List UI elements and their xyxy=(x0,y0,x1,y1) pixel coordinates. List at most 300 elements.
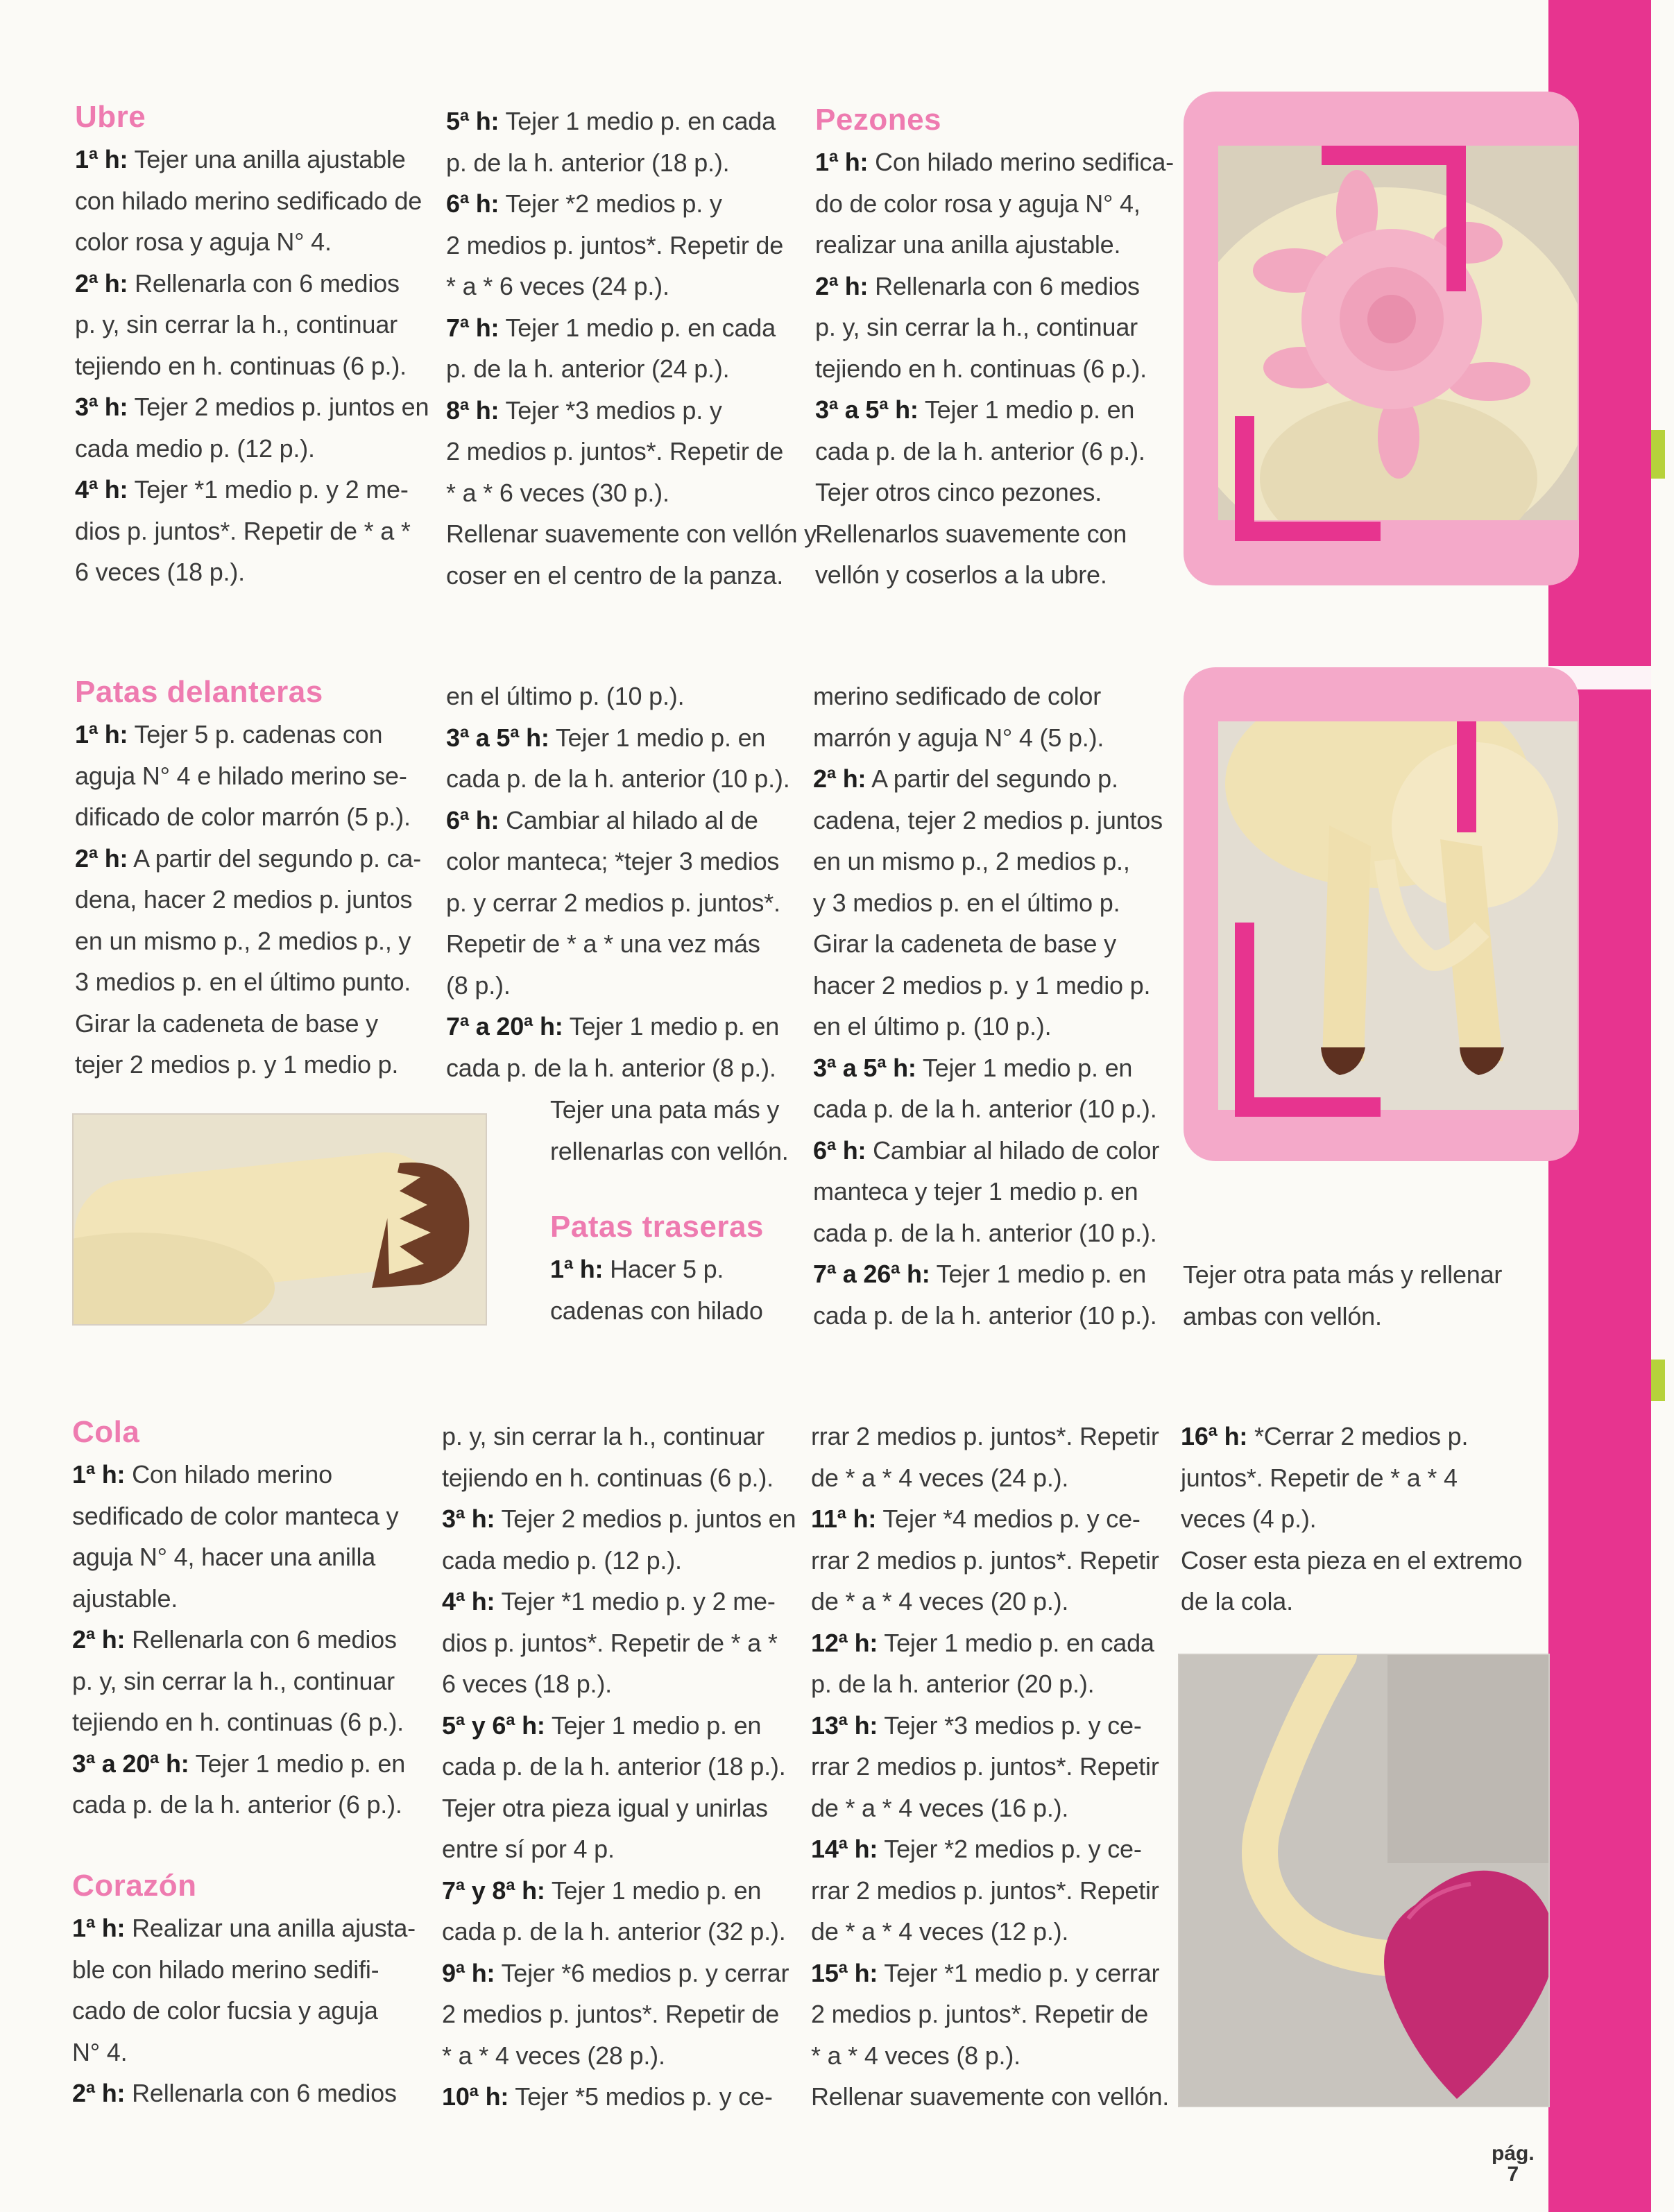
patas-delanteras-continued xyxy=(446,676,807,1088)
instruction-line xyxy=(811,1911,1172,1953)
instruction-text: Cambiar al hilado de color xyxy=(866,1135,1160,1165)
instruction-line xyxy=(446,225,793,266)
instruction-text: entre sí por 4 p. xyxy=(442,1835,615,1863)
instruction-text: Tejer una anilla ajustable xyxy=(128,145,406,173)
row-label: 2ª h: xyxy=(72,2079,126,2107)
udder-illustration xyxy=(1218,146,1578,520)
instruction-line xyxy=(550,1249,814,1290)
patas-delanteras-closing xyxy=(550,1089,814,1172)
corazon-continued-2 xyxy=(811,1416,1172,2118)
row-label: 1ª h: xyxy=(550,1255,604,1283)
instruction-text: Tejer otros cinco pezones. xyxy=(815,478,1102,506)
row-label: 5ª y 6ª h: xyxy=(442,1711,545,1740)
row-label: 3ª h: xyxy=(442,1504,495,1533)
row-label: 3ª a 5ª h: xyxy=(446,723,549,752)
row-label: 2ª h: xyxy=(75,843,128,873)
instruction-line xyxy=(1181,1457,1541,1499)
instruction-line xyxy=(446,676,807,717)
instruction-line xyxy=(72,1784,433,1826)
row-label: 8ª h: xyxy=(446,395,499,425)
instruction-line xyxy=(811,1457,1172,1499)
instruction-text: cada medio p. (12 p.). xyxy=(75,434,315,463)
instruction-text: cada p. de la h. anterior (6 p.). xyxy=(72,1790,402,1819)
front-leg-illustration xyxy=(74,1115,486,1324)
instruction-text: Rellenar suavemente con vellón. xyxy=(811,2082,1170,2111)
instruction-text: do de color rosa y aguja N° 4, xyxy=(815,189,1141,218)
instruction-text: tejiendo en h. continuas (6 p.). xyxy=(72,1708,404,1736)
instruction-text: Cambiar al hilado al de xyxy=(499,805,758,834)
instruction-line xyxy=(75,180,422,222)
instruction-text: dios p. juntos*. Repetir de * a * xyxy=(75,516,411,545)
instruction-text: cada p. de la h. anterior (32 p.). xyxy=(442,1917,786,1946)
instruction-text: Rellenar suavemente con vellón y xyxy=(446,520,817,548)
row-label: 16ª h: xyxy=(1181,1422,1248,1450)
instruction-line xyxy=(813,1295,1174,1337)
instruction-line xyxy=(446,1006,807,1047)
patas-traseras-heading: Patas traseras xyxy=(550,1210,764,1244)
instruction-text: Tejer 1 medio p. en cada xyxy=(878,1628,1154,1657)
instruction-line xyxy=(446,390,793,431)
row-label: 1ª h: xyxy=(72,1914,126,1942)
instruction-line xyxy=(813,1212,1174,1254)
row-label: 12ª h: xyxy=(811,1628,878,1657)
patas-traseras-closing xyxy=(1183,1254,1544,1337)
instruction-line xyxy=(815,142,1174,183)
row-label: 5ª h: xyxy=(446,107,499,135)
instruction-line xyxy=(813,1253,1174,1295)
instruction-line xyxy=(446,758,807,800)
instruction-line xyxy=(446,841,807,882)
instruction-text: Repetir de * a * una vez más xyxy=(446,929,760,958)
instruction-text: tejiendo en h. continuas (6 p.). xyxy=(75,351,407,380)
instruction-text: Tejer 5 p. cadenas con xyxy=(128,720,383,748)
instruction-line xyxy=(550,1290,814,1332)
instruction-text: Tejer *2 medios p. y xyxy=(499,189,722,218)
instruction-text: N° 4. xyxy=(72,2037,128,2066)
instruction-text: Tejer *6 medios p. y cerrar xyxy=(495,1958,789,1987)
corner-bracket xyxy=(1235,923,1254,1117)
instruction-line xyxy=(442,1828,803,1870)
instruction-text: aguja N° 4, hacer una anilla xyxy=(72,1543,376,1571)
instruction-text: Tejer 1 medio p. en xyxy=(918,395,1135,424)
instruction-line xyxy=(446,513,817,555)
instruction-text: cada p. de la h. anterior (18 p.). xyxy=(442,1752,786,1781)
instruction-text: en el último p. (10 p.). xyxy=(446,682,685,710)
instruction-line xyxy=(72,1495,433,1537)
pezones-instructions xyxy=(815,142,1174,596)
instruction-text: dificado de color marrón (5 p.). xyxy=(75,803,411,831)
row-label: 7ª a 20ª h: xyxy=(446,1012,563,1040)
row-label: 15ª h: xyxy=(811,1958,878,1987)
instruction-line xyxy=(75,1003,422,1045)
instruction-line xyxy=(75,345,422,387)
instruction-line xyxy=(72,1454,433,1495)
instruction-line xyxy=(442,2076,803,2118)
instruction-text: p. y, sin cerrar la h., continuar xyxy=(442,1422,765,1450)
instruction-text: Rellenarla con 6 medios xyxy=(868,271,1140,300)
instruction-line xyxy=(72,1619,433,1661)
instruction-line xyxy=(815,431,1162,472)
instruction-line xyxy=(446,183,793,225)
row-label: 4ª h: xyxy=(442,1587,495,1615)
instruction-line xyxy=(72,2073,433,2114)
patas-delanteras-heading: Patas delanteras xyxy=(75,675,323,709)
row-label: 2ª h: xyxy=(75,268,128,298)
instruction-text: vellón y coserlos a la ubre. xyxy=(815,560,1107,589)
pezones-section xyxy=(815,98,1174,596)
instruction-text: p. de la h. anterior (24 p.). xyxy=(446,354,730,383)
corazon-continued xyxy=(442,1416,803,2118)
instruction-line xyxy=(72,1743,433,1785)
ubre-instructions xyxy=(75,139,429,593)
instruction-line xyxy=(811,1994,1172,2035)
instruction-text: Rellenarla con 6 medios xyxy=(128,268,400,298)
instruction-line xyxy=(446,717,807,759)
instruction-text: A partir del segundo p. ca- xyxy=(128,843,422,873)
instruction-text: tejiendo en h. continuas (6 p.). xyxy=(815,354,1147,383)
instruction-text: cadena, tejer 2 medios p. juntos xyxy=(813,805,1163,834)
instruction-text: cada p. de la h. anterior (10 p.). xyxy=(446,764,790,793)
instruction-text: de * a * 4 veces (12 p.). xyxy=(811,1917,1069,1946)
instruction-text: 2 medios p. juntos*. Repetir de xyxy=(446,437,784,465)
instruction-text: cado de color fucsia y aguja xyxy=(72,1996,378,2025)
instruction-text: p. y cerrar 2 medios p. juntos*. xyxy=(446,888,780,917)
heart-tail-illustration xyxy=(1179,1655,1548,2106)
corazon-instructions xyxy=(72,1907,433,2114)
row-label: 3ª h: xyxy=(75,393,128,421)
instruction-line xyxy=(815,266,1162,307)
instruction-text: Tejer *1 medio p. y 2 me- xyxy=(128,475,409,504)
edge-tab xyxy=(1651,430,1665,479)
instruction-text: p. y, sin cerrar la h., continuar xyxy=(72,1666,395,1695)
instruction-line xyxy=(75,796,422,838)
instruction-line xyxy=(813,923,1174,965)
instruction-line xyxy=(72,1536,433,1578)
instruction-text: hacer 2 medios p. y 1 medio p. xyxy=(813,970,1151,1000)
row-label: 1ª h: xyxy=(75,720,128,748)
instruction-text: p. de la h. anterior (20 p.). xyxy=(811,1670,1095,1698)
instruction-text: sedificado de color manteca y xyxy=(72,1501,399,1530)
instruction-line xyxy=(811,1870,1172,1912)
ubre-continued xyxy=(446,101,817,596)
instruction-text: * a * 6 veces (30 p.). xyxy=(446,478,669,507)
page-label: pág. xyxy=(1492,2142,1535,2165)
udder-photo xyxy=(1218,146,1578,520)
instruction-text: Tejer *2 medios p. y ce- xyxy=(878,1835,1142,1863)
corazon-heading: Corazón xyxy=(72,1869,197,1903)
instruction-line xyxy=(811,1787,1172,1829)
instruction-line xyxy=(442,1457,803,1499)
instruction-text: en el último p. (10 p.). xyxy=(813,1012,1052,1040)
instruction-text: en un mismo p., 2 medios p., y xyxy=(75,926,411,955)
instruction-line xyxy=(446,1047,807,1089)
instruction-line xyxy=(75,1044,422,1086)
corazon-continued-3 xyxy=(1181,1416,1541,1622)
instruction-text: rellenarlas con vellón. xyxy=(550,1136,789,1165)
instruction-text: 2 medios p. juntos*. Repetir de xyxy=(442,2000,780,2028)
instruction-line xyxy=(75,428,422,470)
instruction-line xyxy=(446,266,793,307)
instruction-text: tejer 2 medios p. y 1 medio p. xyxy=(75,1050,399,1079)
patas-traseras-instructions xyxy=(550,1249,814,1331)
instruction-line xyxy=(811,1581,1172,1622)
row-label: 6ª h: xyxy=(813,1135,866,1165)
instruction-line xyxy=(446,307,793,349)
row-label: 11ª h: xyxy=(811,1504,877,1533)
instruction-line xyxy=(813,882,1174,924)
instruction-text: cadenas con hilado xyxy=(550,1296,763,1325)
instruction-line xyxy=(442,2035,803,2077)
pezones-heading: Pezones xyxy=(815,103,942,137)
instruction-text: Tejer 1 medio p. en xyxy=(916,1053,1133,1082)
instruction-line xyxy=(72,1990,433,2032)
row-label: 10ª h: xyxy=(442,2082,509,2111)
instruction-line xyxy=(446,431,793,472)
instruction-line xyxy=(446,965,807,1006)
instruction-text: p. y, sin cerrar la h., continuar xyxy=(815,313,1138,341)
instruction-line xyxy=(815,348,1162,390)
instruction-text: A partir del segundo p. xyxy=(866,764,1118,793)
row-label: 1ª h: xyxy=(72,1460,126,1489)
instruction-text: * a * 6 veces (24 p.). xyxy=(446,272,669,300)
instruction-text: Tejer 2 medios p. juntos en xyxy=(128,393,429,421)
instruction-line xyxy=(442,1705,803,1747)
instruction-text: p. y, sin cerrar la h., continuar xyxy=(75,310,398,338)
row-label: 14ª h: xyxy=(811,1835,878,1863)
ubre-instructions-cont xyxy=(446,101,817,596)
instruction-text: juntos*. Repetir de * a * 4 xyxy=(1181,1463,1458,1492)
instruction-line xyxy=(442,1416,803,1457)
instruction-line xyxy=(1181,1498,1541,1540)
instruction-line xyxy=(442,1663,803,1705)
instruction-text: Tejer 2 medios p. juntos en xyxy=(495,1504,796,1533)
instruction-text: ajustable. xyxy=(72,1584,178,1613)
instruction-line xyxy=(442,1953,803,1994)
corner-bracket xyxy=(1235,522,1381,541)
ubre-heading: Ubre xyxy=(75,100,146,134)
instruction-text: 6 veces (18 p.). xyxy=(442,1670,612,1698)
row-label: 2ª h: xyxy=(815,271,869,300)
instruction-text: Girar la cadeneta de base y xyxy=(813,929,1116,958)
cola-heading: Cola xyxy=(72,1415,140,1449)
instruction-line xyxy=(815,183,1162,225)
instruction-text: Tejer *1 medio p. y cerrar xyxy=(878,1958,1160,1987)
instruction-line xyxy=(75,304,422,345)
instruction-line xyxy=(442,1911,803,1953)
instruction-text: 3 medios p. en el último punto. xyxy=(75,968,411,996)
row-label: 6ª h: xyxy=(446,189,499,218)
instruction-line xyxy=(72,1578,433,1620)
ubre-section xyxy=(75,96,429,593)
instruction-line xyxy=(813,1088,1174,1130)
instruction-line xyxy=(75,961,422,1003)
cola-instructions xyxy=(72,1454,433,1826)
instruction-line xyxy=(75,469,422,511)
instruction-line xyxy=(550,1089,814,1131)
instruction-text: Tejer 1 medio p. en xyxy=(545,1711,762,1740)
instruction-line xyxy=(813,965,1174,1006)
instruction-line xyxy=(813,800,1174,841)
hind-legs-photo xyxy=(1218,721,1578,1110)
patas-delanteras-instructions xyxy=(75,714,422,1086)
instruction-line xyxy=(811,1622,1172,1664)
instruction-text: cada p. de la h. anterior (6 p.). xyxy=(815,436,1145,465)
instruction-line xyxy=(442,1787,803,1829)
instruction-text: color rosa y aguja N° 4. xyxy=(75,228,332,256)
instruction-line xyxy=(75,386,429,428)
instruction-line xyxy=(813,1006,1174,1047)
instruction-line xyxy=(1181,1581,1541,1622)
corner-bracket xyxy=(1322,146,1466,165)
instruction-line xyxy=(442,1581,803,1622)
patas-delanteras-end xyxy=(550,1089,814,1172)
instruction-text: dios p. juntos*. Repetir de * a * xyxy=(442,1628,778,1657)
instruction-line xyxy=(75,139,422,180)
front-leg-photo xyxy=(72,1113,487,1326)
instruction-text: Tejer *3 medios p. y ce- xyxy=(878,1711,1142,1740)
instruction-text: Tejer otra pieza igual y unirlas xyxy=(442,1793,768,1822)
instruction-line xyxy=(813,1171,1174,1212)
instruction-text: aguja N° 4 e hilado merino se- xyxy=(75,761,407,790)
instruction-text: cada p. de la h. anterior (8 p.). xyxy=(446,1053,776,1082)
instruction-text: rrar 2 medios p. juntos*. Repetir xyxy=(811,1876,1159,1905)
instruction-line xyxy=(72,1701,433,1743)
instruction-text: Rellenarla con 6 medios xyxy=(125,1625,397,1654)
instruction-text: 2 medios p. juntos*. Repetir de xyxy=(446,230,784,259)
corazon-instructions-col2 xyxy=(442,1416,803,2118)
row-label: 3ª a 20ª h: xyxy=(72,1749,189,1778)
instruction-text: Coser esta pieza en el extremo xyxy=(1181,1545,1523,1575)
instruction-text: dena, hacer 2 medios p. juntos xyxy=(75,885,413,914)
instruction-line xyxy=(75,511,422,552)
instruction-text: Tejer 1 medio p. en xyxy=(549,723,766,752)
instruction-line xyxy=(446,923,807,965)
patas-traseras-section xyxy=(550,1206,814,1331)
row-label: 4ª h: xyxy=(75,475,128,504)
corazon-instructions-col4 xyxy=(1181,1416,1541,1622)
instruction-line xyxy=(75,263,422,305)
row-label: 1ª h: xyxy=(75,145,128,173)
instruction-text: Tejer 1 medio p. en xyxy=(930,1260,1147,1288)
instruction-line xyxy=(811,1953,1172,1994)
instruction-text: Tejer 1 medio p. en xyxy=(189,1749,406,1778)
instruction-line xyxy=(446,472,793,514)
instruction-text: Tejer *3 medios p. y xyxy=(499,395,722,425)
instruction-line xyxy=(811,2035,1172,2077)
instruction-text: Con hilado merino xyxy=(125,1460,332,1489)
instruction-text: coser en el centro de la panza. xyxy=(446,560,784,590)
instruction-text: realizar una anilla ajustable. xyxy=(815,230,1121,259)
instruction-text: Tejer otra pata más y rellenar xyxy=(1183,1260,1503,1289)
instruction-text: (8 p.). xyxy=(446,970,511,1000)
instruction-text: Tejer una pata más y xyxy=(550,1095,780,1124)
instruction-line xyxy=(811,1705,1172,1747)
instruction-line xyxy=(815,513,1162,555)
instruction-text: p. de la h. anterior (18 p.). xyxy=(446,148,730,177)
instruction-line xyxy=(815,389,1162,431)
instruction-text: de * a * 4 veces (16 p.). xyxy=(811,1793,1069,1822)
instruction-text: * a * 4 veces (8 p.). xyxy=(811,2041,1020,2070)
instruction-line xyxy=(811,1828,1172,1870)
row-label: 6ª h: xyxy=(446,805,499,834)
instruction-line xyxy=(1181,1540,1541,1581)
instruction-line xyxy=(72,1949,433,1991)
row-label: 9ª h: xyxy=(442,1958,495,1987)
instruction-line xyxy=(550,1131,814,1172)
instruction-line xyxy=(442,1498,803,1540)
instruction-text: y 3 medios p. en el último p. xyxy=(813,888,1120,917)
instruction-line xyxy=(72,1661,433,1702)
instruction-text: Hacer 5 p. xyxy=(603,1255,724,1283)
instruction-text: de * a * 4 veces (24 p.). xyxy=(811,1463,1069,1492)
patas-traseras-end xyxy=(1183,1254,1544,1337)
heart-tail-photo xyxy=(1178,1654,1550,2107)
instruction-text: en un mismo p., 2 medios p., xyxy=(813,847,1130,875)
instruction-text: Tejer 1 medio p. en cada xyxy=(499,313,776,342)
instruction-line xyxy=(815,554,1162,596)
patas-traseras-continued xyxy=(813,676,1174,1336)
instruction-line xyxy=(442,1746,803,1787)
instruction-line xyxy=(813,1130,1174,1172)
instruction-text: ambas con vellón. xyxy=(1183,1301,1382,1330)
instruction-line xyxy=(811,1498,1172,1540)
instruction-line xyxy=(811,1663,1172,1705)
instruction-line xyxy=(442,1994,803,2035)
instruction-text: de la cola. xyxy=(1181,1587,1293,1615)
patas-delanteras-instructions-cont xyxy=(446,676,807,1088)
instruction-text: *Cerrar 2 medios p. xyxy=(1247,1422,1469,1450)
patas-delanteras-section xyxy=(75,671,422,1086)
instruction-line xyxy=(75,879,422,920)
instruction-text: rrar 2 medios p. juntos*. Repetir xyxy=(811,1422,1159,1450)
instruction-text: tejiendo en h. continuas (6 p.). xyxy=(442,1463,774,1492)
instruction-line xyxy=(72,1907,433,1949)
instruction-line xyxy=(75,551,422,593)
instruction-line xyxy=(442,1622,803,1664)
instruction-text: Girar la cadeneta de base y xyxy=(75,1009,378,1038)
instruction-text: * a * 4 veces (28 p.). xyxy=(442,2041,665,2070)
instruction-text: Tejer 1 medio p. en xyxy=(563,1012,780,1040)
row-label: 2ª h: xyxy=(72,1625,126,1654)
row-label: 7ª a 26ª h: xyxy=(813,1260,930,1288)
instruction-line xyxy=(811,1416,1172,1457)
instruction-line xyxy=(815,307,1162,348)
instruction-text: cada p. de la h. anterior (10 p.). xyxy=(813,1301,1157,1330)
instruction-text: cada p. de la h. anterior (10 p.). xyxy=(813,1218,1157,1247)
instruction-line xyxy=(813,1047,1174,1089)
row-label: 13ª h: xyxy=(811,1711,878,1740)
instruction-text: Con hilado merino sedifica- xyxy=(868,148,1174,176)
row-label: 7ª h: xyxy=(446,313,499,342)
instruction-line xyxy=(446,555,793,597)
instruction-line xyxy=(442,1870,803,1912)
instruction-text: de * a * 4 veces (20 p.). xyxy=(811,1587,1069,1615)
instruction-text: color manteca; *tejer 3 medios xyxy=(446,847,780,875)
page-number-value: 7 xyxy=(1507,2163,1519,2186)
edge-tab xyxy=(1651,1360,1665,1401)
instruction-text: manteca y tejer 1 medio p. en xyxy=(813,1177,1138,1206)
instruction-line xyxy=(1181,1416,1541,1457)
instruction-line xyxy=(442,1540,803,1581)
page-number xyxy=(1492,2143,1535,2185)
instruction-text: 6 veces (18 p.). xyxy=(75,558,245,586)
instruction-line xyxy=(1183,1296,1544,1337)
instruction-line xyxy=(446,142,793,184)
instruction-text: rrar 2 medios p. juntos*. Repetir xyxy=(811,1752,1159,1781)
instruction-text: Rellenarlos suavemente con xyxy=(815,519,1127,548)
instruction-line xyxy=(446,882,807,924)
instruction-text: Tejer *1 medio p. y 2 me- xyxy=(495,1587,776,1615)
